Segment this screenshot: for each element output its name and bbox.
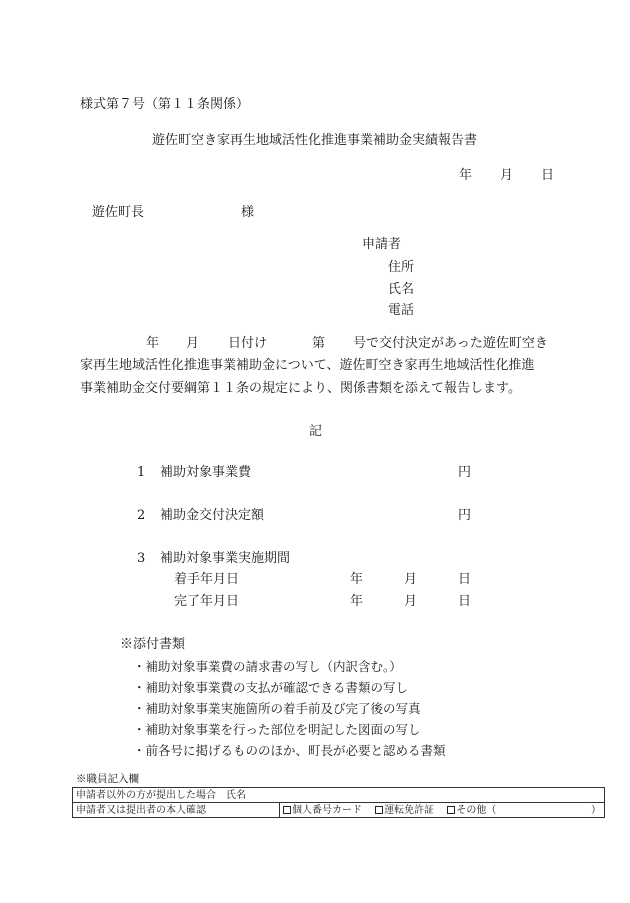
submitter-name-label: 申請者以外の方が提出した場合 氏名 [76,789,246,801]
form-number: 様式第７号（第１１条関係） [80,97,250,112]
option-label: 運転免許証 [384,804,435,816]
option-other[interactable] [447,805,496,816]
applicant-address-label: 住所 [388,260,415,275]
body-line1-month: 月 [186,336,200,351]
period-end-year: 年 [350,594,364,609]
period-start-label: 着手年月日 [174,572,240,587]
attachment-item: ・前各号に掲げるもののほか、町長が必要と認める書類 [133,743,446,758]
period-end-month: 月 [404,594,418,609]
attachment-item: ・補助対象事業費の請求書の写し（内訳含む。） [133,659,402,674]
document-title: 遊佐町空き家再生地域活性化推進事業補助金実績報告書 [152,133,478,148]
checkbox-icon[interactable] [283,806,291,814]
date-year: 年 [459,168,473,183]
body-line1-no: 第 [312,336,326,351]
item-2-number: 2 [137,508,146,523]
period-start-year: 年 [350,572,364,587]
staff-row-identity [73,803,605,818]
addressee-honorific: 様 [241,205,255,220]
date-month: 月 [500,168,514,183]
option-label: その他（ [456,804,497,816]
staff-table [72,787,605,818]
attachment-item: ・補助対象事業費の支払が確認できる書類の写し [133,680,409,695]
attachment-item: ・補助対象事業を行った部位を明記した図面の写し [133,722,421,737]
date-day: 日 [541,168,555,183]
attachment-item: ・補助対象事業実施箇所の着手前及び完了後の写真 [133,701,421,716]
item-3-label: 補助対象事業実施期間 [160,551,291,566]
checkbox-icon[interactable] [447,806,455,814]
staff-section-heading: ※職員記入欄 [76,773,139,785]
item-1-unit: 円 [458,465,472,480]
period-start-month: 月 [404,572,418,587]
period-end-day: 日 [458,594,472,609]
other-close-paren: ） [591,804,601,816]
item-2-label: 補助金交付決定額 [160,508,265,523]
item-2-unit: 円 [458,508,472,523]
option-label: 個人番号カード [292,804,362,816]
submitter-name-field[interactable] [73,788,605,803]
identity-check-label: 申請者又は提出者の本人確認 [73,803,280,818]
applicant-phone-label: 電話 [388,303,415,318]
checkbox-icon[interactable] [375,806,383,814]
body-line1-year: 年 [146,336,160,351]
body-line2: 家再生地域活性化推進事業補助金について、遊佐町空き家再生地域活性化推進 [80,358,535,373]
staff-row-submitter [73,788,605,803]
addressee-name: 遊佐町長 [92,205,145,220]
item-3-number: 3 [137,551,146,566]
item-1-label: 補助対象事業費 [160,465,252,480]
applicant-name-label: 氏名 [388,282,415,297]
option-mynumber-card[interactable] [283,805,362,816]
attachments-heading: ※添付書類 [120,637,186,652]
period-start-day: 日 [458,572,472,587]
option-drivers-license[interactable] [375,805,434,816]
ki-heading: 記 [309,424,323,439]
identity-options [280,803,605,818]
applicant-label: 申請者 [362,237,402,252]
period-end-label: 完了年月日 [174,594,240,609]
body-line1-dated: 日付け [228,336,268,351]
body-line3: 事業補助金交付要綱第１１条の規定により、関係書類を添えて報告します。 [80,381,521,396]
item-1-number: 1 [137,465,146,480]
body-line1-rest: 号で交付決定があった遊佐町空き [353,336,548,351]
